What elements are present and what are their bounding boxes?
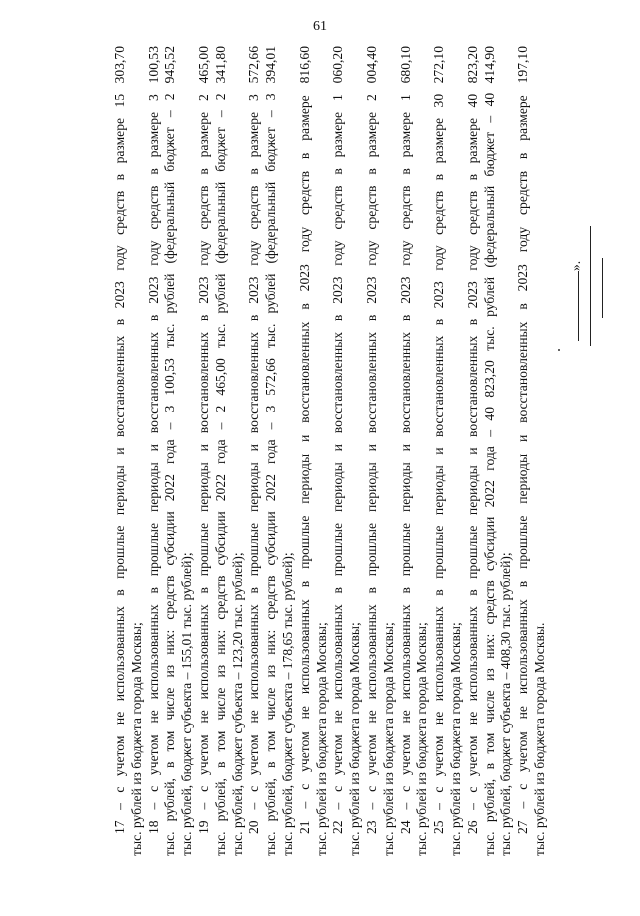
footnote-line-continuation: тыс. рублей из бюджета города Москвы; bbox=[414, 622, 430, 856]
closing-quote-mark: ». bbox=[568, 260, 583, 271]
footnote-line-start: 21 – с учетом не использованных в прошлые периоды и восстановленных в 2023 году средств в размере 816,60 bbox=[296, 46, 312, 834]
footnote-line-continuation: тыс. рублей из бюджета города Москвы; bbox=[128, 622, 144, 856]
footnote-line-start: 17 – с учетом не использованных в прошлые периоды и восстановленных в 2023 году средств в размере 15 303,70 bbox=[112, 46, 127, 834]
footnote-line-start: 20 – с учетом не использованных в прошлые периоды и восстановленных в 2023 году средств в размере 3 572,66 bbox=[246, 46, 262, 834]
footnote-line-start: 18 – с учетом не использованных в прошлые периоды и восстановленных в 2023 году средств в размере 3 100,53 bbox=[145, 46, 161, 834]
footnote-line-continuation: тыс. рублей, бюджет субъекта – 155,01 тыс. рублей); bbox=[179, 552, 195, 856]
footnote-line-continuation: тыс. рублей из бюджета города Москвы; bbox=[347, 622, 363, 856]
page-number: 61 bbox=[313, 19, 327, 34]
footnote-lines bbox=[112, 46, 549, 856]
footnote-line-continuation: тыс. рублей, бюджет субъекта – 178,65 тыс. рублей); bbox=[279, 552, 295, 856]
footnote-line-start: 19 – с учетом не использованных в прошлые периоды и восстановленных в 2023 году средств в размере 2 465,00 bbox=[195, 46, 211, 834]
stray-dot-mark bbox=[558, 349, 560, 351]
footnote-line-continuation: тыс. рублей из бюджета города Москвы; bbox=[313, 622, 329, 856]
footnote-line-start: 24 – с учетом не использованных в прошлые периоды и восстановленных в 2023 году средств в размере 1 680,10 bbox=[397, 46, 413, 834]
footnote-line-continuation: тыс. рублей из бюджета города Москвы; bbox=[380, 622, 396, 856]
footnote-line-start: 25 – с учетом не использованных в прошлые периоды и восстановленных в 2023 году средств в размере 30 272,10 bbox=[431, 46, 447, 834]
footnote-line-start: 27 – с учетом не использованных в прошлые периоды и восстановленных в 2023 году средств в размере 197,10 bbox=[515, 46, 531, 834]
footnote-line-continuation: тыс. рублей, в том числе из них: средств субсидии 2022 года – 3 572,66 тыс. рублей (федеральный бюджет – 3 394,01 bbox=[263, 46, 279, 856]
footnote-line-continuation: тыс. рублей, в том числе из них: средств субсидии 2022 года – 40 823,20 тыс. рублей (федеральный бюджет – 40 414,90 bbox=[481, 46, 497, 856]
footnote-line-continuation: тыс. рублей, в том числе из них: средств субсидии 2022 года – 3 100,53 тыс. рублей (федеральный бюджет – 2 945,52 bbox=[162, 46, 178, 856]
signature-rule-long bbox=[590, 226, 591, 346]
footnote-line-continuation: тыс. рублей из бюджета города Москвы; bbox=[447, 622, 463, 856]
footnote-line-continuation: тыс. рублей, в том числе из них: средств субсидии 2022 года – 2 465,00 тыс. рублей (федеральный бюджет – 2 341,80 bbox=[212, 46, 228, 856]
signature-rule-short bbox=[578, 271, 579, 341]
footnote-line-start: 22 – с учетом не использованных в прошлые периоды и восстановленных в 2023 году средств в размере 1 060,20 bbox=[330, 46, 346, 834]
footnote-line-start: 23 – с учетом не использованных в прошлые периоды и восстановленных в 2023 году средств в размере 2 004,40 bbox=[363, 46, 379, 834]
signature-rule-lower bbox=[602, 258, 603, 318]
footnote-line-continuation: тыс. рублей, бюджет субъекта – 123,20 тыс. рублей); bbox=[229, 552, 245, 856]
footnote-line-continuation: тыс. рублей, бюджет субъекта – 408,30 тыс. рублей); bbox=[498, 552, 514, 856]
rotated-text-block bbox=[112, 46, 583, 856]
footnote-line-continuation: тыс. рублей из бюджета города Москвы. bbox=[531, 622, 547, 856]
footnote-line-start: 26 – с учетом не использованных в прошлые периоды и восстановленных в 2023 году средств в размере 40 823,20 bbox=[464, 46, 480, 834]
